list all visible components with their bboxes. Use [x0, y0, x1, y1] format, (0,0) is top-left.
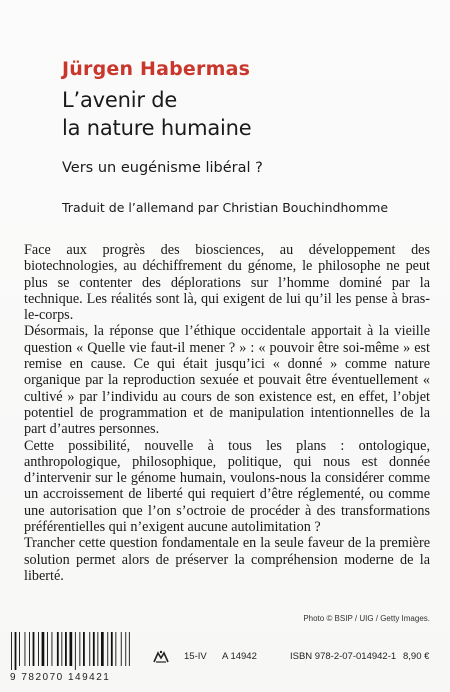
catalog-code: A 14942	[222, 651, 257, 662]
series-code: 15-IV	[184, 651, 207, 662]
barcode-bar	[121, 632, 122, 666]
barcode	[10, 632, 132, 670]
blurb-paragraph: Trancher cette question fondamentale en la seule faveur de la première solution permet alors de préserver la compréhension moderne de la liberté.	[24, 535, 430, 584]
barcode-bar	[61, 632, 62, 666]
barcode-number: 9 782070 149421	[10, 672, 111, 683]
book-title	[62, 86, 251, 142]
barcode-bar	[89, 632, 90, 666]
barcode-bar	[115, 632, 116, 666]
barcode-bar	[97, 632, 98, 666]
book-title-line-1: L’avenir de	[62, 88, 178, 112]
barcode-bar	[52, 632, 53, 666]
barcode-bar	[15, 632, 17, 670]
photo-credit: Photo © BSIP / UIG / Getty Images.	[303, 614, 430, 623]
barcode-bar	[33, 632, 35, 666]
folio-logo-icon	[152, 650, 170, 664]
book-subtitle: Vers un eugénisme libéral ?	[62, 160, 263, 176]
barcode-bar	[57, 632, 59, 666]
barcode-bar	[111, 632, 113, 666]
barcode-bar	[75, 632, 76, 670]
barcode-bar	[79, 632, 80, 666]
barcode-bar	[93, 632, 95, 666]
translator-credit: Traduit de l’allemand par Christian Bouchindhomme	[62, 200, 389, 215]
blurb-text	[24, 242, 430, 584]
blurb-paragraph: Face aux progrès des biosciences, au développement des biotechnologies, au déchiffrement du génome, le philosophe ne peut plus se contenter des déplorations sur l’homme dominé par la technique. Les réalités sont là, qui exigent de lui qu’il les pense à bras-le-corps.	[24, 242, 430, 324]
barcode-bar	[129, 632, 130, 666]
isbn: ISBN 978-2-07-014942-1	[290, 651, 397, 662]
barcode-bar	[107, 632, 108, 666]
barcode-bar	[42, 632, 45, 666]
barcode-bar	[70, 632, 73, 666]
barcode-bar	[11, 632, 12, 670]
barcode-bar	[101, 632, 104, 666]
barcode-bar	[25, 632, 26, 666]
barcode-bar	[19, 632, 20, 666]
blurb-paragraph: Désormais, la réponse que l’éthique occidentale apportait à la vieille question « Quelle vie faut-il mener ? » : « pouvoir être soi-même » est remise en cause. Ce qui était jusqu’ici « donné » comme nature organique par la reproduction sexuée et pouvait être éventuellement « cultivé » par l’individu au cours de son existence est, en effet, l’objet potentiel de programmation et de manipulation intentionnelles de la part d’autres personnes.	[24, 323, 430, 438]
author-name: Jürgen Habermas	[62, 58, 251, 80]
book-title-line-2: la nature humaine	[62, 116, 252, 140]
blurb-paragraph: Cette possibilité, nouvelle à tous les plans : ontologique, anthropologique, philosophique, politique, qui nous est donnée d’intervenir sur le génome humain, voulons-nous la considérer comme un accroissement de liberté qui requiert d’être réglementé, ou comme une autorisation que l’on s’octroie de procéder à des transformations préférentielles qui n’exigent aucune autolimitation ?	[24, 437, 430, 536]
price: 8,90 €	[403, 651, 430, 662]
barcode-bar	[125, 632, 126, 666]
barcode-bar	[38, 632, 39, 666]
barcode-bar	[65, 632, 67, 666]
footer-bar	[0, 632, 450, 692]
barcode-bar	[29, 632, 30, 666]
barcode-bar	[83, 632, 85, 666]
barcode-bar	[47, 632, 48, 666]
